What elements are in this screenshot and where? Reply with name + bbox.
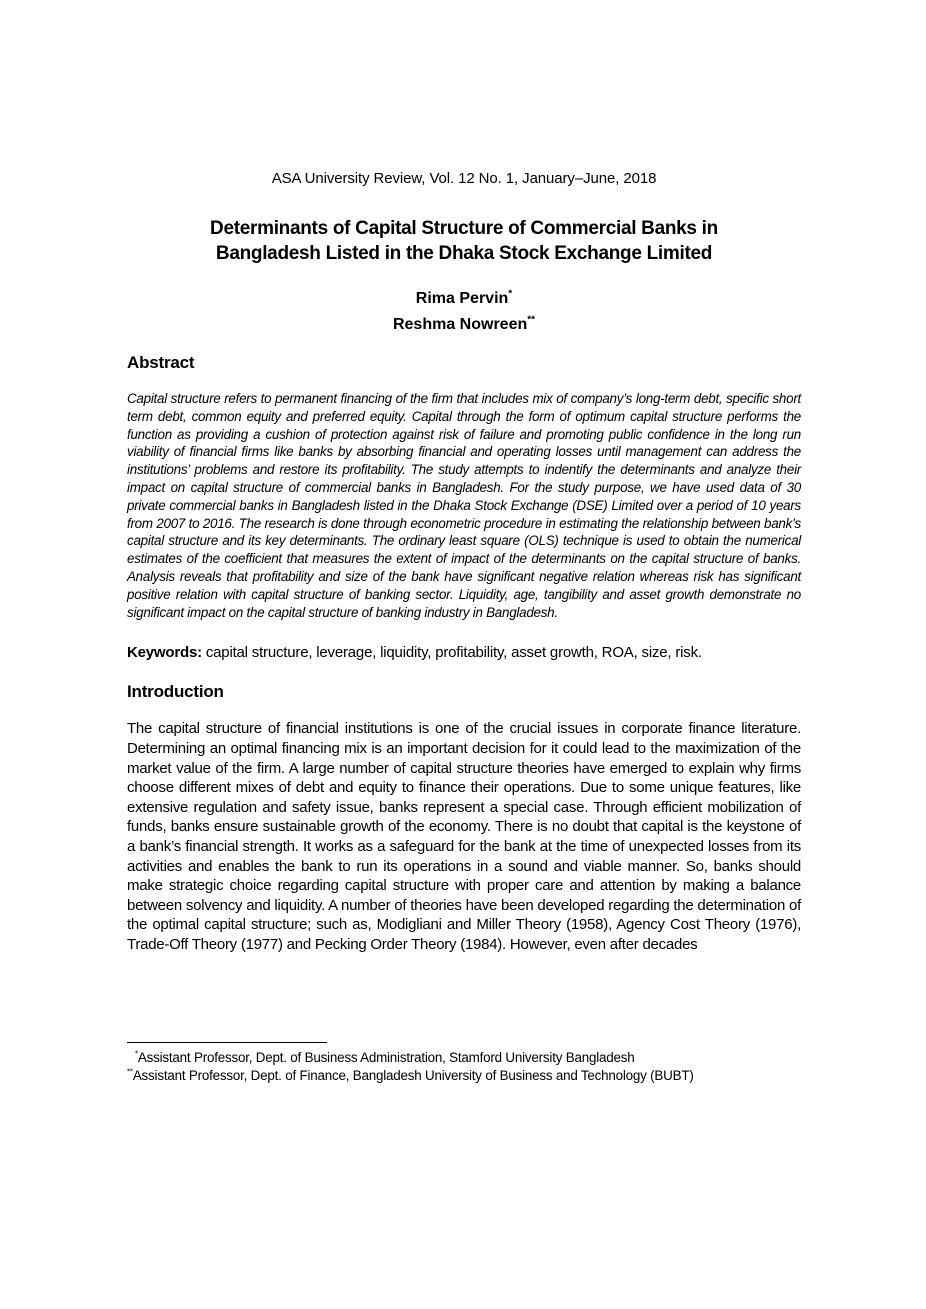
footnotes <box>127 1049 827 1085</box>
journal-citation: ASA University Review, Vol. 12 No. 1, January–June, 2018 <box>271 170 657 187</box>
author-1 <box>127 286 801 312</box>
keywords-label: Keywords: <box>127 644 202 662</box>
author-2 <box>127 312 801 338</box>
footnote-1 <box>127 1049 827 1067</box>
author-2-footnote-mark: ** <box>527 314 536 326</box>
author-1-footnote-mark: * <box>508 288 513 300</box>
keywords-text: capital structure, leverage, liquidity, profitability, asset growth, ROA, size, risk. <box>201 644 702 662</box>
footnote-divider <box>127 1042 327 1043</box>
footnote-2-text: Assistant Professor, Dept. of Finance, Bangladesh University of Business and Technology (BUBT) <box>132 1068 694 1083</box>
paper-title-line-2: Bangladesh Listed in the Dhaka Stock Exchange Limited <box>215 243 713 264</box>
paper-page <box>127 168 801 954</box>
author-list <box>127 286 801 338</box>
author-1-name: Rima Pervin <box>415 290 509 307</box>
introduction-text: The capital structure of financial institutions is one of the crucial issues in corporate finance literature. Determining an optimal financing mix is an important decision for it could lead to the maximization of the market value of the firm. A large number of capital structure theories have emerged to explain why firms choose different mixes of debt and equity to finance their operations. Due to some unique features, like extensive regulation and safety issue, banks represent a special case. Through efficient mobilization of funds, banks ensure sustainable growth of the economy. There is no doubt that capital is the keystone of a bank’s financial strength. It works as a safeguard for the bank at the time of unexpected losses from its activities and enables the bank to run its operations in a sound and viable manner. So, banks should make strategic choice regarding capital structure with proper care and attention by making a balance between solvency and liquidity. A number of theories have been developed regarding the determination of the optimal capital structure; such as, Modigliani and Miller Theory (1958), Agency Cost Theory (1976), Trade-Off Theory (1977) and Pecking Order Theory (1984). However, even after decades <box>127 720 801 953</box>
abstract-heading: Abstract <box>127 353 195 372</box>
abstract-text: Capital structure refers to permanent financing of the firm that includes mix of company’s long-term debt, specific short term debt, common equity and preferred equity. Capital through the form of optimum capital structure performs the function as providing a cushion of protection against risk of failure and promoting public confidence in the long run viability of financial firms like banks by absorbing financial and operating losses until management can address the institutions’ problems and restore its profitability. The study attempts to indentify the determinants and analyze their impact on capital structure of commercial banks in Bangladesh. For the study purpose, we have used data of 30 private commercial banks in Bangladesh listed in the Dhaka Stock Exchange (DSE) Limited over a period of 10 years from 2007 to 2016. The research is done through econometric procedure in estimating the relationship between bank’s capital structure and its key determinants. The ordinary least square (OLS) technique is used to obtain the numerical estimates of the coefficient that measures the extent of impact of the determinants on the capital structure of banks. Analysis reveals that profitability and size of the bank have significant negative relation whereas risk has significant positive relation with capital structure of banking sector. Liquidity, age, tangibility and asset growth demonstrate no significant impact on the capital structure of banking industry in Bangladesh. <box>127 391 801 620</box>
keywords <box>127 643 801 663</box>
introduction-heading: Introduction <box>127 682 224 702</box>
author-2-name: Reshma Nowreen <box>392 316 528 333</box>
paper-title <box>127 216 801 266</box>
footnote-1-mark: * <box>135 1049 138 1059</box>
footnote-1-text: Assistant Professor, Dept. of Business Administration, Stamford University Bangladesh <box>137 1050 635 1065</box>
paper-title-line-1: Determinants of Capital Structure of Commercial Banks in <box>210 218 718 239</box>
footnote-2 <box>127 1067 827 1085</box>
footnote-2-mark: ** <box>127 1067 133 1077</box>
